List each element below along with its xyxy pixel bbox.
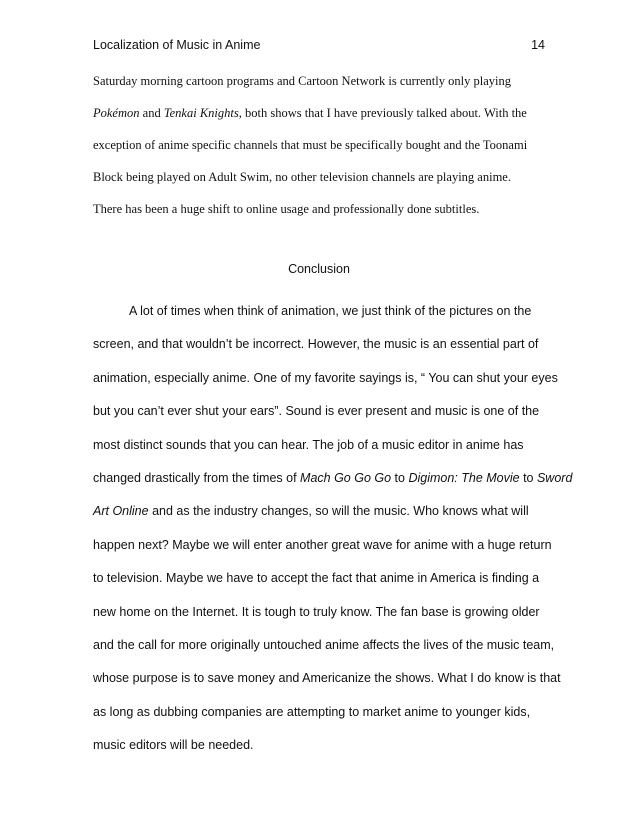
text-line: new home on the Internet. It is tough to truly know. The fan base is growing older <box>93 604 540 619</box>
italic-title: Sword <box>536 470 573 485</box>
text-line: and the call for more originally untouched anime affects the lives of the music team, <box>93 637 555 652</box>
text-line: music editors will be needed. <box>93 738 254 753</box>
text-line: Saturday morning cartoon programs and Cartoon Network is currently only playing <box>93 74 511 88</box>
text-span: to <box>519 470 537 485</box>
text-line: A lot of times when think of animation, we just think of the pictures on the <box>129 304 532 318</box>
italic-title: Tenkai Knights <box>163 106 239 120</box>
text-line: happen next? Maybe we will enter another great wave for anime with a huge return <box>93 537 552 552</box>
text-span: to <box>391 470 409 485</box>
text-line <box>93 104 555 136</box>
text-line: Block being played on Adult Swim, no other television channels are playing anime. <box>93 170 511 184</box>
section-heading: Conclusion <box>288 262 350 276</box>
text-line: screen, and that wouldn’t be incorrect. However, the music is an essential part of <box>93 337 539 352</box>
intro-paragraph <box>93 72 555 232</box>
conclusion-paragraph <box>93 302 573 769</box>
text-line: whose purpose is to save money and Americanize the shows. What I do know is that <box>93 671 561 686</box>
italic-title: Digimon: The Movie <box>408 470 520 485</box>
text-span: and as the industry changes, so will the music. Who knows what will <box>148 504 529 519</box>
running-title: Localization of Music in Anime <box>93 38 261 52</box>
italic-title: Mach Go Go Go <box>300 470 392 485</box>
text-line: There has been a huge shift to online usage and professionally done subtitles. <box>93 202 480 216</box>
running-header <box>93 38 545 56</box>
text-line <box>93 469 573 502</box>
text-span: , both shows that I have previously talked about. With the <box>238 106 527 120</box>
italic-title: Pokémon <box>93 106 140 120</box>
text-line: as long as dubbing companies are attempting to market anime to younger kids, <box>93 704 531 719</box>
page-number: 14 <box>531 38 545 52</box>
text-line: animation, especially anime. One of my favorite sayings is, “ You can shut your eyes <box>93 370 558 385</box>
italic-title: Art Online <box>93 504 149 519</box>
text-line <box>93 502 555 535</box>
text-line: to television. Maybe we have to accept the fact that anime in America is finding a <box>93 571 540 586</box>
text-line: but you can’t ever shut your ears”. Sound is ever present and music is one of the <box>93 404 540 419</box>
text-line: exception of anime specific channels that must be specifically bought and the Toonami <box>93 138 528 152</box>
text-span: and <box>139 106 164 120</box>
text-span: changed drastically from the times of <box>93 470 301 485</box>
text-line: most distinct sounds that you can hear. The job of a music editor in anime has <box>93 437 524 452</box>
